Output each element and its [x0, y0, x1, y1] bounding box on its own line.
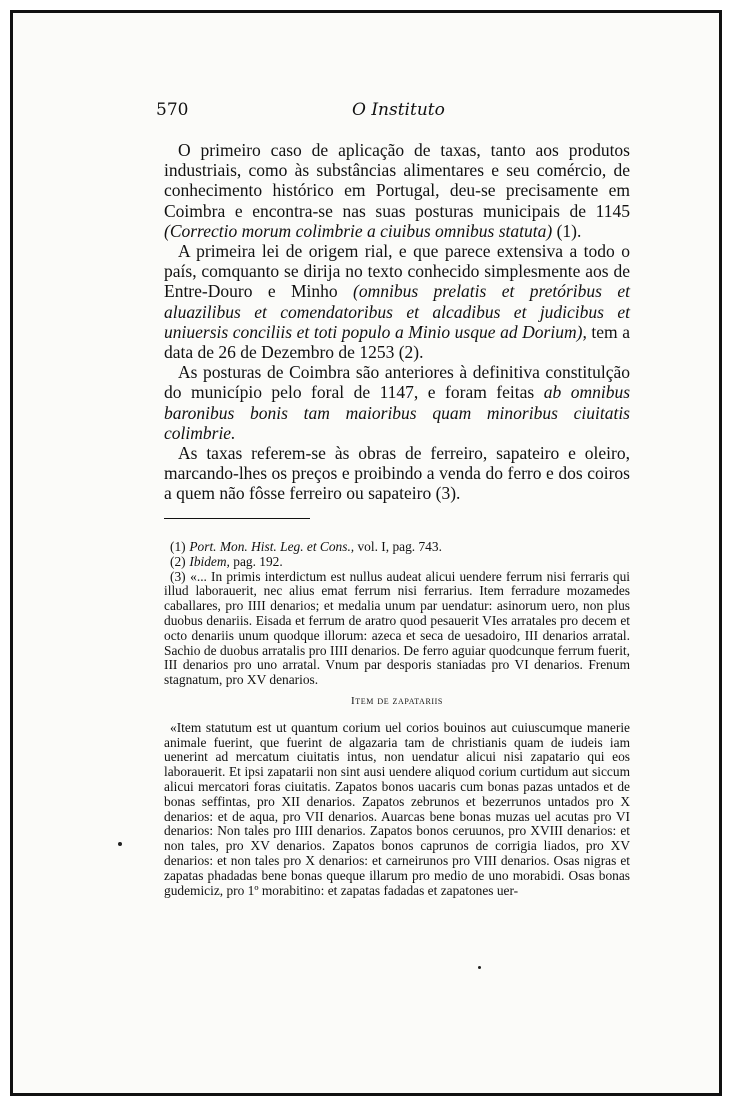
paragraph-1: O primeiro caso de aplicação de taxas, tanto aos produtos industriais, como às substâncias alimentares e seu comércio, de conhecimento histórico em Portugal, deu-se precisamente em Coimbra e encontra-se nas suas posturas municipais de 1145 (Correctio morum colimbrie a ciuibus omnibus statuta) (1). — [164, 140, 630, 241]
margin-mark — [118, 842, 122, 846]
page-number: 570 — [156, 100, 189, 120]
ink-dot — [478, 966, 481, 969]
paragraph-2: A primeira lei de origem rial, e que parece extensiva a todo o país, comquanto se dirija no texto conhecido simplesmente aos de Entre-Douro e Minho (omnibus prelatis et pretóribus et aluazilibus et comendatoribus et alcadibus et judicibus et uniuersis conciliis et toti populo a Minio usque ad Dorium), tem a data de 26 de Dezembro de 1253 (2). — [164, 241, 631, 363]
paragraph-4: As taxas referem-se às obras de ferreiro, sapateiro e oleiro, marcando-lhes os preços e proibindo a venda do ferro e dos coiros a quem não fôsse ferreiro ou sapateiro (3). — [164, 443, 630, 504]
footnote-quote: «Item statutum est ut quantum corium uel corios bouinos aut cuiuscumque manerie animale fuerint, que fuerint de algazaria tam de christianis quam de iudeis iam uenerint ad mercatum ciuitatis intus, non uendatur alicui nisi zapatario qui eos laborauerit. Et ipsi zapatarii non sint ausi uendere aliquod corium curtidum aut siccum alicui mercatori foras ciuitatis. Zapatos bonos uacaris cum bonas pazas untados et de bonas seffintas, pro XII denarios. Zapatos zebrunos et bezerrunos untados pro X denarios: et de aqua, pro VII denarios. Auarcas bene bonas muzas uel acutas pro VI denarios: Non tales pro IIII denarios. Zapatos bonos ceruunos, pro XVIII denarios: et non tales, pro XV denarios. Zapatos bonos caprunos de corrigia liados, pro XV denarios: et non tales pro X denarios: et carneirunos pro VIII denarios. Osas nigras et zapatas phadadas bene bonas queque illarum pro medio de uno morabidi. Osas bonas gudemiciz, pro 1º morabitino: et zapatas fadadas et zapatones uer- — [164, 719, 630, 898]
footnote-divider — [164, 518, 310, 519]
footnote-subheading: Item de zapatariis — [351, 694, 443, 707]
running-title: O Instituto — [352, 100, 445, 120]
paragraph-3: As posturas de Coimbra são anteriores à definitiva constitulção do município pelo foral de 1147, e foram feitas ab omnibus baronibus bonis tam maioribus quam minoribus ciuitatis colimbrie. — [164, 362, 630, 443]
footnotes — [164, 540, 630, 898]
footnote-1: (1) Port. Mon. Hist. Leg. et Cons., vol. I, pag. 743. — [170, 539, 442, 554]
footnote-3: (3) «... In primis interdictum est nullus audeat alicui uendere ferrum nisi ferraris qui illud laborauerit, nec alius emat ferrum nisi ferrarius. Item ferradure mozamedes caballares, pro IIII denarios; et medalia unum par uendatur: asinorum uero, non plus duobus denariis. Eisada et ferrum de aratro quod pesauerit VIes arratales pro decem et octo denariis unum quodque illorum: azeca et seca de uesadoiro, III denarios arratal. Sachio de duobus arratalis pro IIII denarios. De ferro aguiar quodcunque ferrum fuerit, III denarios pro uno arratal. Vnum par desporis staniadas pro VI denarios. Frenum stagnatum, pro XV denarios. — [164, 568, 630, 688]
main-text — [164, 140, 630, 504]
footnote-2: (2) Ibidem, pag. 192. — [170, 553, 283, 569]
page-header — [156, 100, 628, 124]
